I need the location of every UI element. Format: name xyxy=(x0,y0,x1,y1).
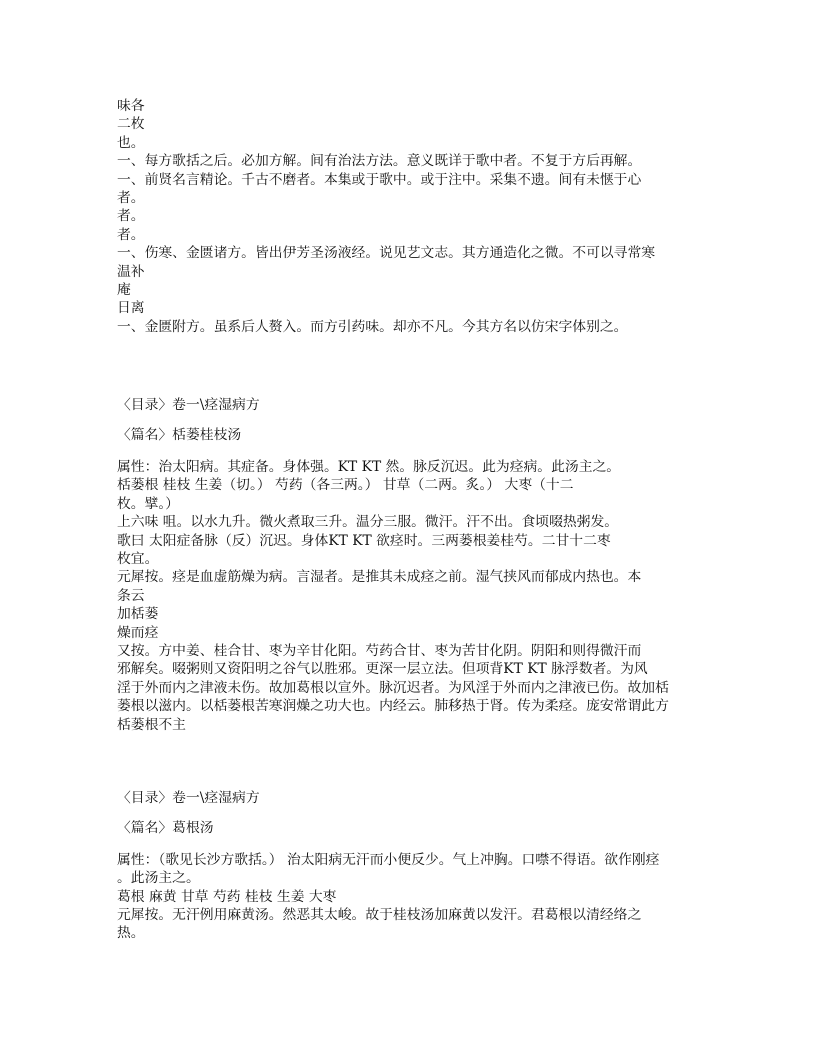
text-line: 属性：（歌见长沙方歌括。） 治太阳病无汗而小便反少。气上冲胸。口噤不得语。欲作刚痉 xyxy=(117,851,660,868)
text-line: 枚宜。 xyxy=(117,551,159,567)
text-line: 温补 xyxy=(117,263,145,280)
text-line: 枚。擘。） xyxy=(117,495,180,512)
intro-notes xyxy=(117,97,707,336)
text-line: 一、伤寒、金匮诸方。皆出伊芳圣汤液经。说见艺文志。其方通造化之微。不可以寻常寒 xyxy=(117,245,656,262)
text-line: 淫于外而内之津液未伤。故加葛根以宣外。脉沉迟者。为风淫于外而内之津液已伤。故加栝 xyxy=(117,679,669,696)
section-gualou-guizhi-tang xyxy=(117,396,707,734)
document-page xyxy=(117,97,707,943)
text-line: 者。 xyxy=(117,226,145,243)
catalog-heading: 〈目录〉卷一\痉湿病方 xyxy=(117,789,260,806)
text-line: 日离 xyxy=(117,300,145,317)
text-line: 也。 xyxy=(117,134,145,151)
text-line: 邪解矣。啜粥则又资阳明之谷气以胜邪。更深一层立法。但项背KT KT 脉浮数者。为风 xyxy=(117,661,648,678)
text-line: 元犀按。无汗例用麻黄汤。然恶其太峻。故于桂枝汤加麻黄以发汗。君葛根以清经络之 xyxy=(117,907,642,924)
text-line: 条云 xyxy=(117,587,145,604)
text-line: 热。 xyxy=(117,925,145,942)
text-line: 元犀按。痉是血虚筋燥为病。言湿者。是推其未成痉之前。湿气挟风而郁成内热也。本 xyxy=(117,569,642,586)
text-line: 歌曰 太阳症备脉（反）沉迟。身体KT KT 欲痉时。三两蒌根姜桂芍。二甘十二枣 xyxy=(117,532,611,549)
text-line: 一、金匮附方。虽系后人赘入。而方引药味。却亦不凡。今其方名以仿宋字体别之。 xyxy=(117,318,628,335)
text-line: 加栝蒌 xyxy=(117,606,159,623)
text-line: 一、前贤名言精论。千古不磨者。本集或于歌中。或于注中。采集不遗。间有未惬于心 xyxy=(117,171,642,188)
section-body xyxy=(117,458,707,734)
text-line: 庵 xyxy=(117,281,131,298)
catalog-heading: 〈目录〉卷一\痉湿病方 xyxy=(117,397,260,414)
section-body xyxy=(117,851,707,943)
text-line: 栝蒌根不主 xyxy=(117,716,186,733)
text-line: 燥而痉 xyxy=(117,624,159,641)
text-line: 栝蒌根 桂枝 生姜（切。） 芍药（各三两。） 甘草（二两。炙。） 大枣（十二 xyxy=(117,477,574,494)
text-line: 葛根 麻黄 甘草 芍药 桂枝 生姜 大枣 xyxy=(117,888,337,905)
text-line: 属性：治太阳病。其症备。身体强。KT KT 然。脉反沉迟。此为痉病。此汤主之。 xyxy=(117,459,621,476)
text-line: 二枚 xyxy=(117,116,145,133)
section-gegen-tang xyxy=(117,789,707,943)
section-title: 〈篇名〉葛根汤 xyxy=(117,819,214,836)
text-line: 者。 xyxy=(117,189,145,206)
text-line: 蒌根以滋内。以栝蒌根苦寒润燥之功大也。内经云。肺移热于肾。传为柔痉。庞安常谓此方 xyxy=(117,698,669,715)
section-title: 〈篇名〉栝蒌桂枝汤 xyxy=(117,427,242,444)
text-line: 一、每方歌括之后。必加方解。间有治法方法。意义既详于歌中者。不复于方后再解。 xyxy=(117,153,642,170)
text-line: 者。 xyxy=(117,208,145,225)
text-line: 。此汤主之。 xyxy=(117,870,200,887)
text-line: 上六味 咀。以水九升。微火煮取三升。温分三服。微汗。汗不出。食顷啜热粥发。 xyxy=(117,514,619,531)
text-line: 味各 xyxy=(117,98,145,114)
text-line: 又按。方中姜、桂合甘、枣为辛甘化阳。芍药合甘、枣为苦甘化阴。阴阳和则得微汗而 xyxy=(117,642,642,659)
